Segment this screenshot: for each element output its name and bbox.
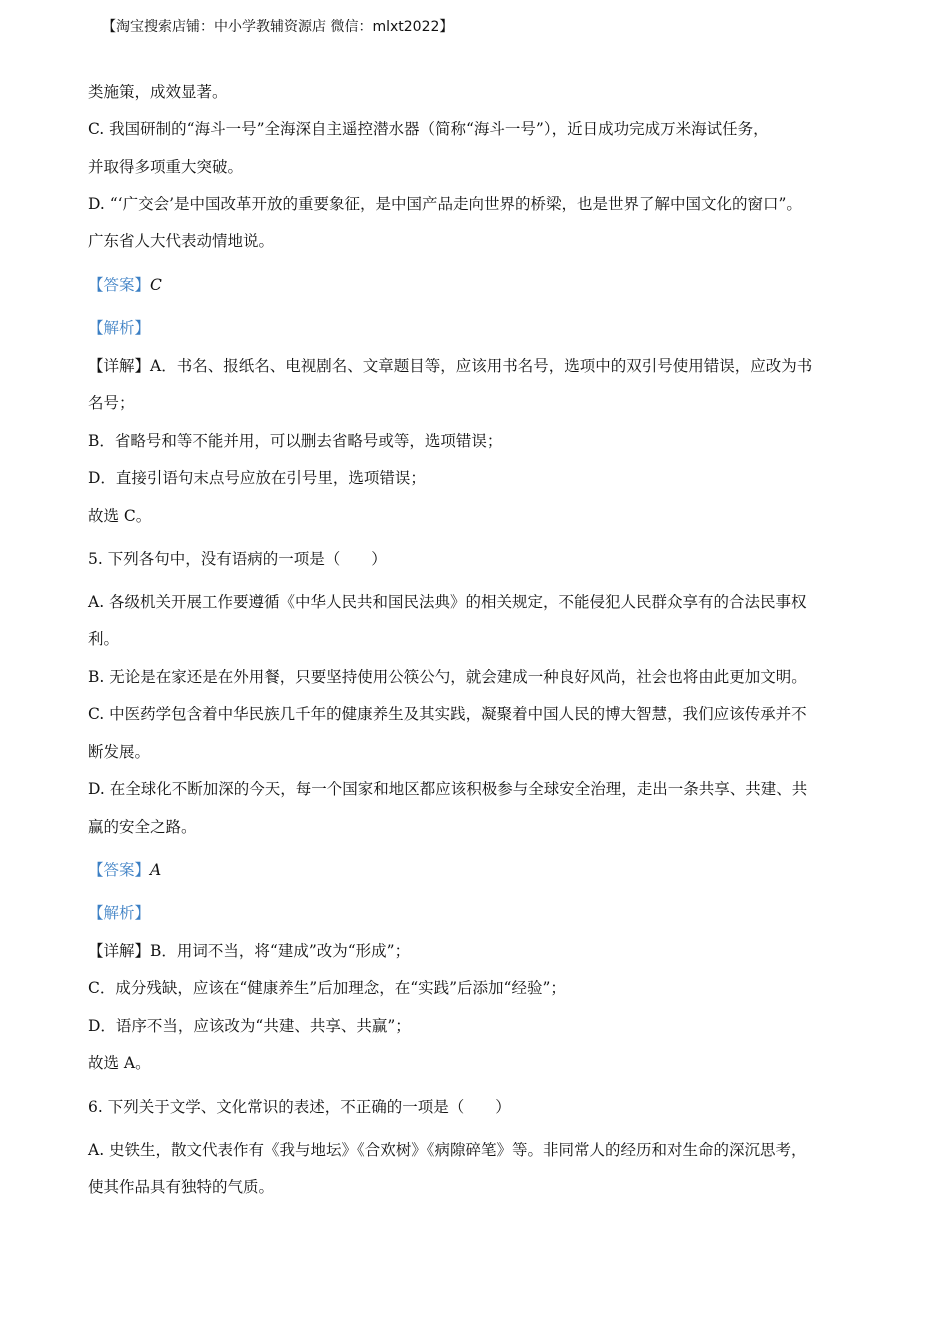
q5-analysis-label: 【解析】 xyxy=(88,904,151,922)
q4-detail-line: 故选 C。 xyxy=(88,507,152,525)
q5-option-line: 利。 xyxy=(88,630,120,648)
q5-detail-line: 故选 A。 xyxy=(88,1054,151,1072)
q4-analysis-label: 【解析】 xyxy=(88,319,151,337)
page-header-watermark: 【淘宝搜索店铺：中小学教辅资源店 微信：mlxt2022】 xyxy=(102,19,454,35)
q4-option-c: C. 我国研制的“海斗一号”全海深自主遥控潜水器（简称“海斗一号”），近日成功完成万米海试任务， xyxy=(88,120,769,138)
q4-answer-value: C xyxy=(150,276,162,294)
q5-detail-line: C．成分残缺，应该在“健康养生”后加理念，在“实践”后添加“经验”； xyxy=(88,979,566,997)
q4-detail-line: 名号； xyxy=(88,394,135,412)
q6-stem: 6. 下列关于文学、文化常识的表述，不正确的一项是（ ） xyxy=(88,1098,511,1116)
q5-detail-line: D．语序不当，应该改为“共建、共享、共赢”； xyxy=(88,1017,411,1035)
q4-detail-line: B．省略号和等不能并用，可以删去省略号或等，选项错误； xyxy=(88,432,503,450)
q4-option-b-end: 类施策，成效显著。 xyxy=(88,83,228,101)
q5-detail-line: 【详解】B．用词不当，将“建成”改为“形成”； xyxy=(88,942,411,960)
q6-option-line: A. 史铁生，散文代表作有《我与地坛》《合欢树》《病隙碎笔》等。非同常人的经历和对生命的深沉思考， xyxy=(88,1141,807,1159)
q5-answer-label: 【答案】 xyxy=(88,861,151,879)
q5-option-line: C. 中医药学包含着中华民族几千年的健康养生及其实践，凝聚着中国人民的博大智慧，我们应该传承并不 xyxy=(88,705,807,723)
q4-answer xyxy=(88,275,162,295)
q5-stem: 5. 下列各句中，没有语病的一项是（ ） xyxy=(88,550,387,568)
q4-detail-line: D．直接引语句末点号应放在引号里，选项错误； xyxy=(88,469,426,487)
q4-option-d: D. “‘广交会’是中国改革开放的重要象征，是中国产品走向世界的桥梁，也是世界了解中国文化的窗口”。 xyxy=(88,195,802,213)
q6-option-line: 使其作品具有独特的气质。 xyxy=(88,1178,275,1196)
q4-detail-line: 【详解】A．书名、报纸名、电视剧名、文章题目等，应该用书名号，选项中的双引号使用错误，应改为书 xyxy=(88,357,813,375)
q5-answer-value: A xyxy=(150,861,162,879)
q5-answer xyxy=(88,860,161,880)
q4-option-d-cont: 广东省人大代表动情地说。 xyxy=(88,232,275,250)
q4-answer-label: 【答案】 xyxy=(88,276,151,294)
q5-option-line: A. 各级机关开展工作要遵循《中华人民共和国民法典》的相关规定，不能侵犯人民群众享有的合法民事权 xyxy=(88,593,807,611)
q5-option-line: B. 无论是在家还是在外用餐，只要坚持使用公筷公勺，就会建成一种良好风尚，社会也将由此更加文明。 xyxy=(88,668,807,686)
q5-option-line: 断发展。 xyxy=(88,743,151,761)
q5-option-line: 赢的安全之路。 xyxy=(88,818,197,836)
q4-option-c-cont: 并取得多项重大突破。 xyxy=(88,158,244,176)
q5-option-line: D. 在全球化不断加深的今天，每一个国家和地区都应该积极参与全球安全治理，走出一条共享、共建、共 xyxy=(88,780,808,798)
